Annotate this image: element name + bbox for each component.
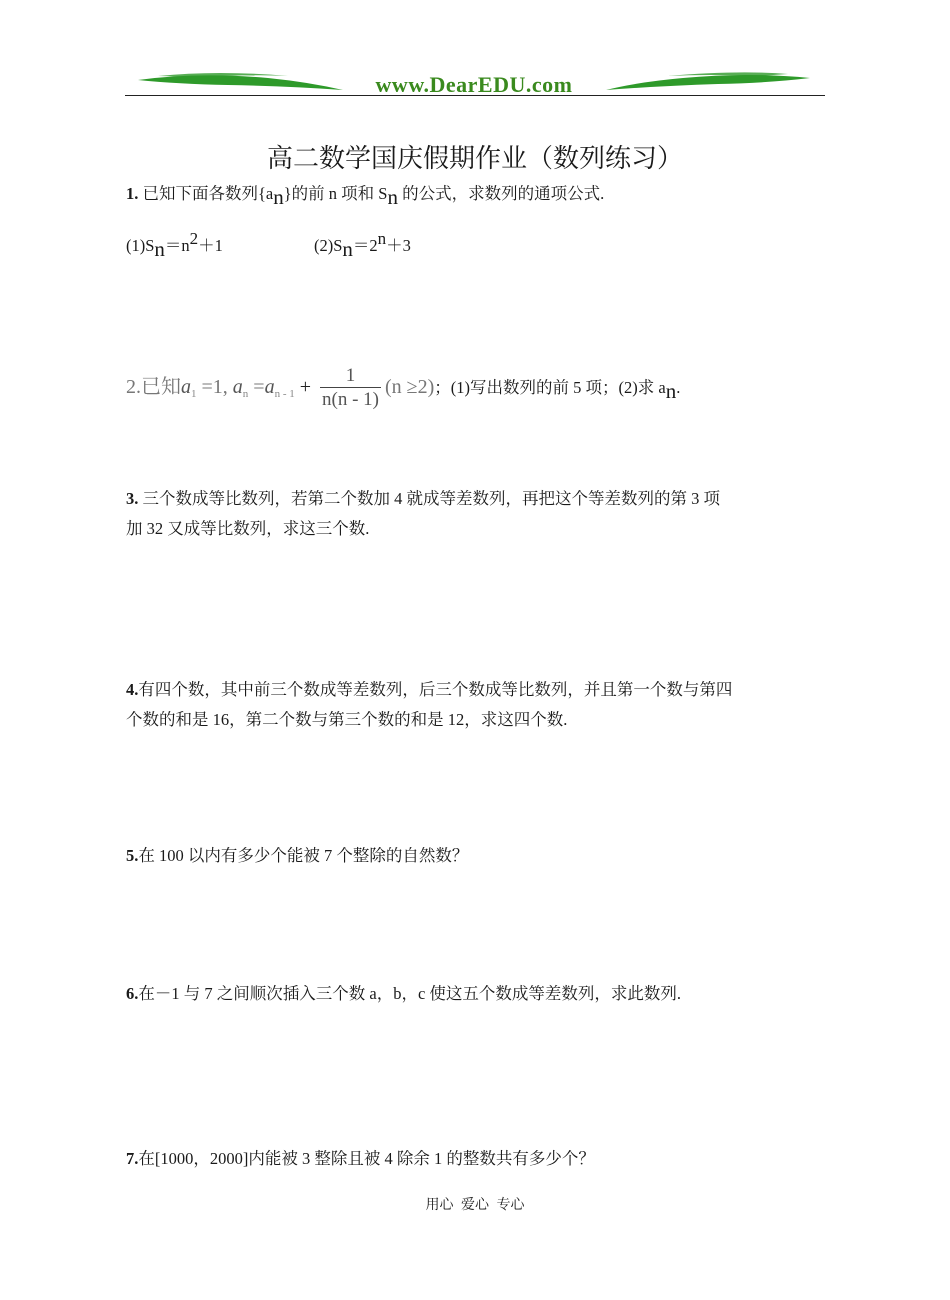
header-divider bbox=[125, 95, 825, 96]
q3-line-2: 加 32 又成等比数列，求这三个数. bbox=[126, 519, 370, 538]
q2-anm1: a bbox=[264, 376, 275, 398]
q2-a1: a bbox=[181, 376, 191, 398]
question-3-number: 3. bbox=[126, 489, 139, 508]
q1-text-c: 的公式，求数列的通项公式. bbox=[397, 184, 605, 203]
question-7 bbox=[126, 1144, 806, 1174]
q2-lead: 2.已知 bbox=[126, 376, 181, 398]
question-4 bbox=[126, 675, 806, 735]
question-5 bbox=[126, 841, 806, 871]
q1-p2-b: ＝2 bbox=[352, 236, 378, 255]
question-6-number: 6. bbox=[126, 984, 139, 1003]
page-title: 高二数学国庆假期作业（数列练习） bbox=[266, 144, 683, 173]
q1-subscript-n: n bbox=[273, 185, 284, 209]
q5-text: 在 100 以内有多少个能被 7 个整除的自然数？ bbox=[138, 846, 469, 865]
q1-p1-b: ＝n bbox=[164, 236, 190, 255]
q4-line-2: 个数的和是 16，第二个数与第三个数的和是 12，求这四个数. bbox=[126, 710, 568, 729]
q1-p2-c: ＋3 bbox=[386, 236, 411, 255]
question-2 bbox=[126, 358, 826, 423]
question-7-number: 7. bbox=[126, 1149, 139, 1168]
header-logo bbox=[138, 68, 810, 102]
q2-an: a bbox=[232, 376, 243, 398]
q3-line-1: 三个数成等比数列，若第二个数加 4 就成等差数列，再把这个等差数列的第 3 项 bbox=[138, 489, 720, 508]
q1-p2-a: (2)S bbox=[314, 236, 343, 255]
q2-tail-end: . bbox=[676, 378, 681, 397]
question-5-number: 5. bbox=[126, 846, 139, 865]
logo-text: www.DearEDU.com bbox=[375, 72, 573, 97]
q1-subscript-n2: n bbox=[387, 185, 398, 209]
q2-tail-sub: n bbox=[665, 379, 677, 403]
q1-p1-sub: n bbox=[154, 237, 165, 261]
question-1-number: 1. bbox=[126, 184, 139, 203]
q2-a1-sub: 1 bbox=[191, 388, 197, 400]
q1-p2-sub: n bbox=[342, 237, 353, 261]
page-footer: 用心 爱心 专心 bbox=[425, 1198, 525, 1213]
q7-text: 在[1000，2000]内能被 3 整除且被 4 除余 1 的整数共有多少个？ bbox=[138, 1149, 595, 1168]
q1-text-a: 已知下面各数列{a bbox=[138, 184, 274, 203]
q6-text: 在－1 与 7 之间顺次插入三个数 a，b，c 使这五个数成等差数列，求此数列. bbox=[138, 984, 682, 1003]
q1-p1-sup: 2 bbox=[189, 229, 199, 248]
q4-line-1: 有四个数，其中前三个数成等差数列，后三个数成等比数列，并且第一个数与第四 bbox=[138, 680, 733, 699]
q2-condition: (n ≥2) bbox=[385, 376, 435, 398]
q1-text-b: }的前 n 项和 S bbox=[283, 184, 388, 203]
q2-eq2: = bbox=[248, 376, 265, 398]
q2-eq1: =1, bbox=[196, 376, 233, 398]
q2-frac-numerator: 1 bbox=[345, 364, 356, 386]
q2-anm1-sub: n - 1 bbox=[274, 388, 295, 400]
q2-fraction bbox=[320, 365, 381, 412]
q2-tail: ；(1)写出数列的前 5 项；(2)求 a bbox=[434, 378, 666, 397]
question-1-part-2 bbox=[314, 224, 614, 264]
question-6 bbox=[126, 979, 806, 1009]
q1-p1-a: (1)S bbox=[126, 236, 155, 255]
q1-p1-c: ＋1 bbox=[198, 236, 223, 255]
q1-p2-sup: n bbox=[377, 229, 387, 248]
q2-plus: + bbox=[294, 376, 317, 398]
q2-formula bbox=[126, 364, 435, 410]
question-1 bbox=[126, 179, 806, 212]
q2-an-sub: n bbox=[242, 388, 249, 400]
question-4-number: 4. bbox=[126, 680, 139, 699]
q2-frac-denominator: n(n - 1) bbox=[322, 388, 379, 410]
question-3 bbox=[126, 484, 806, 544]
